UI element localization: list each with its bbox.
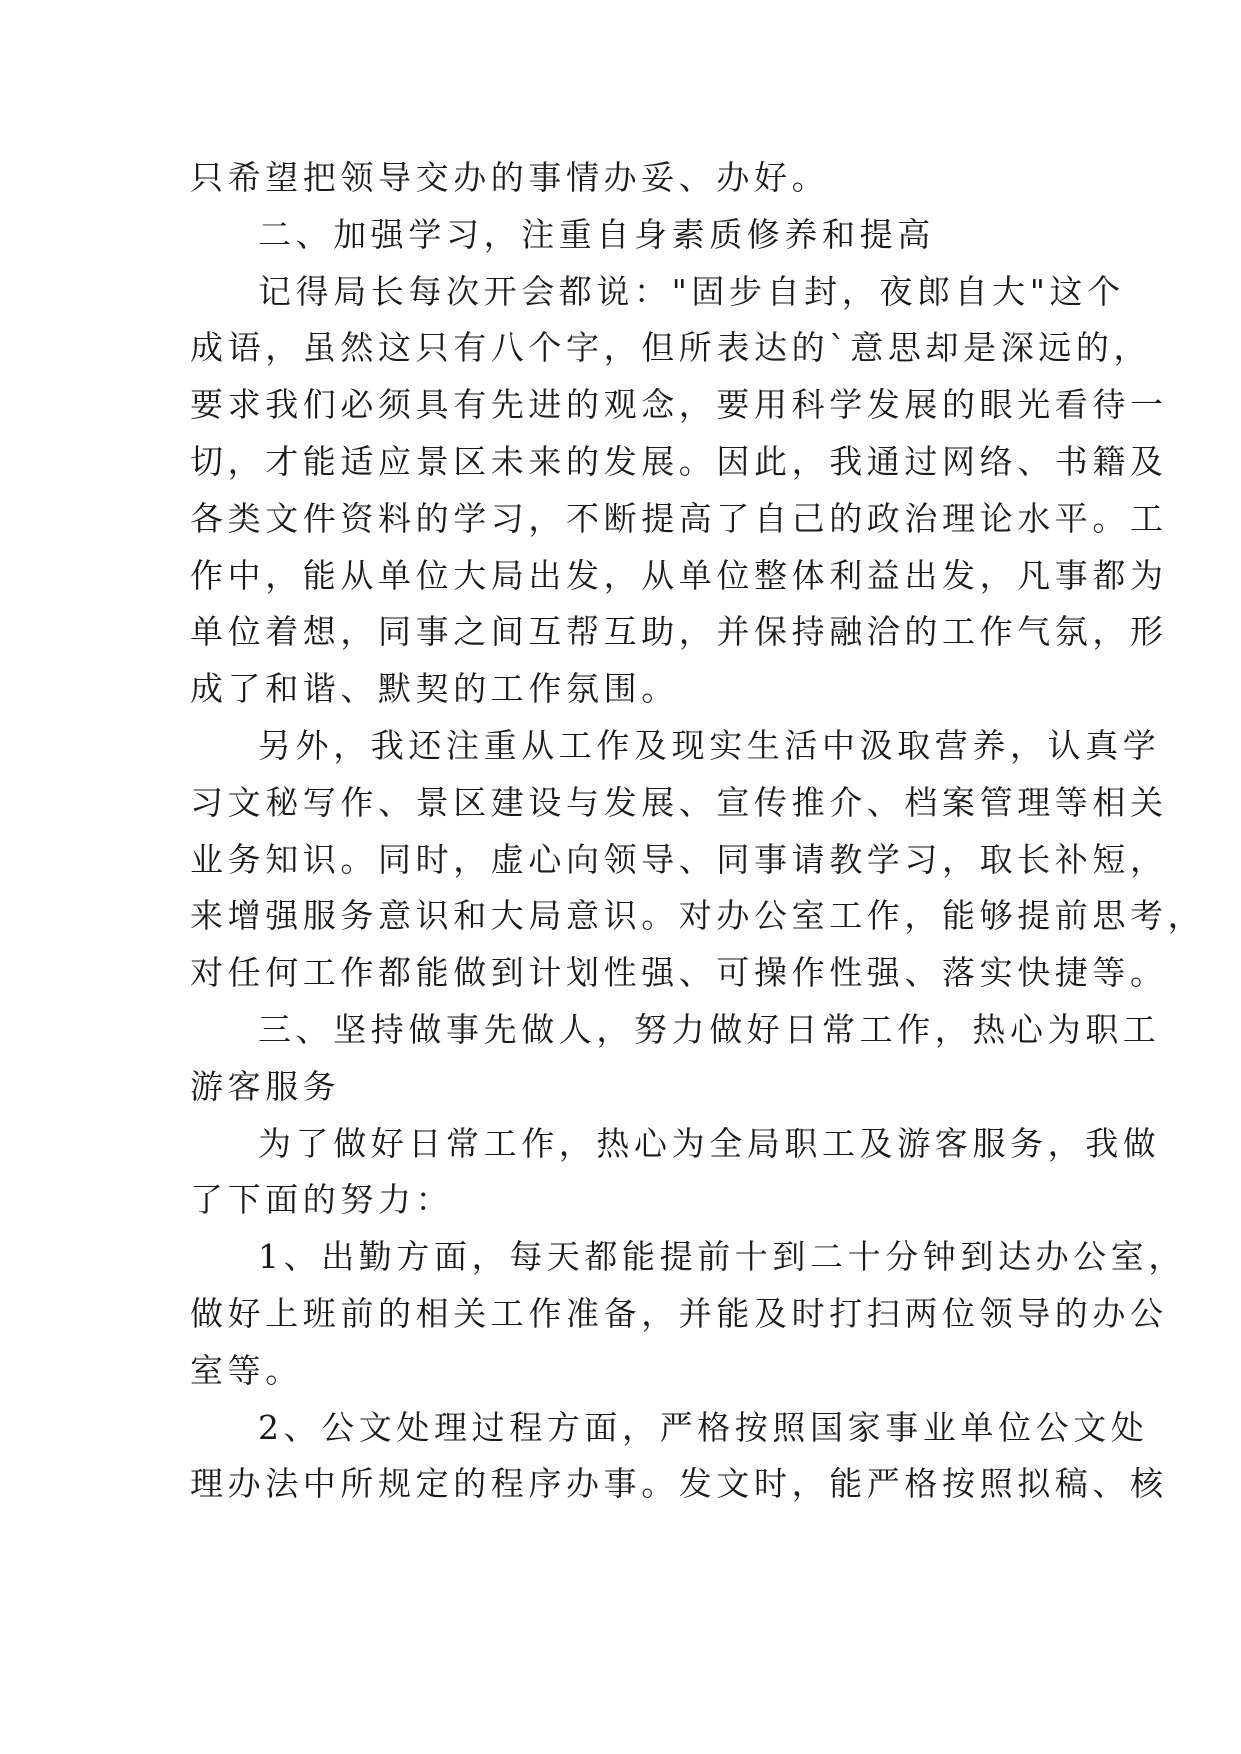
list-item-line: 做好上班前的相关工作准备，并能及时打扫两位领导的办公 [190, 1293, 1168, 1333]
document-body [190, 150, 1206, 1513]
list-item-line: 理办法中所规定的程序办事。发文时，能严格按照拟稿、核 [190, 1464, 1168, 1504]
text-line: 记得局长每次开会都说："固步自封，夜郎自大"这个 [258, 271, 1125, 311]
list-item-line: 2、公文处理过程方面，严格按照国家事业单位公文处 [258, 1407, 1149, 1447]
text-line: 习文秘写作、景区建设与发展、宣传推介、档案管理等相关 [190, 782, 1168, 822]
text-line: 切，才能适应景区未来的发展。因此，我通过网络、书籍及 [190, 441, 1168, 481]
text-line: 了下面的努力： [190, 1180, 454, 1220]
section-heading: 三、坚持做事先做人，努力做好日常工作，热心为职工 [258, 1009, 1161, 1049]
section-heading-continued: 游客服务 [190, 1066, 341, 1106]
text-line: 要求我们必须具有先进的观念，要用科学发展的眼光看待一 [190, 385, 1168, 425]
text-line: 单位着想，同事之间互帮互助，并保持融洽的工作气氛，形 [190, 612, 1168, 652]
text-line: 来增强服务意识和大局意识。对办公室工作，能够提前思考， [190, 896, 1206, 936]
text-line: 只希望把领导交办的事情办妥、办好。 [190, 158, 830, 197]
text-line: 为了做好日常工作，热心为全局职工及游客服务，我做 [258, 1123, 1161, 1163]
list-item-line: 室等。 [190, 1350, 303, 1390]
text-line: 对任何工作都能做到计划性强、可操作性强、落实快捷等。 [190, 953, 1168, 993]
text-line: 业务知识。同时，虚心向领导、同事请教学习，取长补短， [190, 839, 1168, 879]
section-heading: 二、加强学习，注重自身素质修养和提高 [258, 214, 935, 254]
text-line: 成了和谐、默契的工作氛围。 [190, 669, 679, 709]
text-line: 各类文件资料的学习，不断提高了自己的政治理论水平。工 [190, 498, 1168, 538]
text-line: 另外，我还注重从工作及现实生活中汲取营养，认真学 [258, 725, 1161, 765]
text-line: 成语，虽然这只有八个字，但所表达的`意思却是深远的， [190, 328, 1152, 368]
list-item-line: 1、出勤方面，每天都能提前十到二十分钟到达办公室， [258, 1237, 1186, 1277]
text-line: 作中，能从单位大局出发，从单位整体利益出发，凡事都为 [190, 555, 1168, 595]
